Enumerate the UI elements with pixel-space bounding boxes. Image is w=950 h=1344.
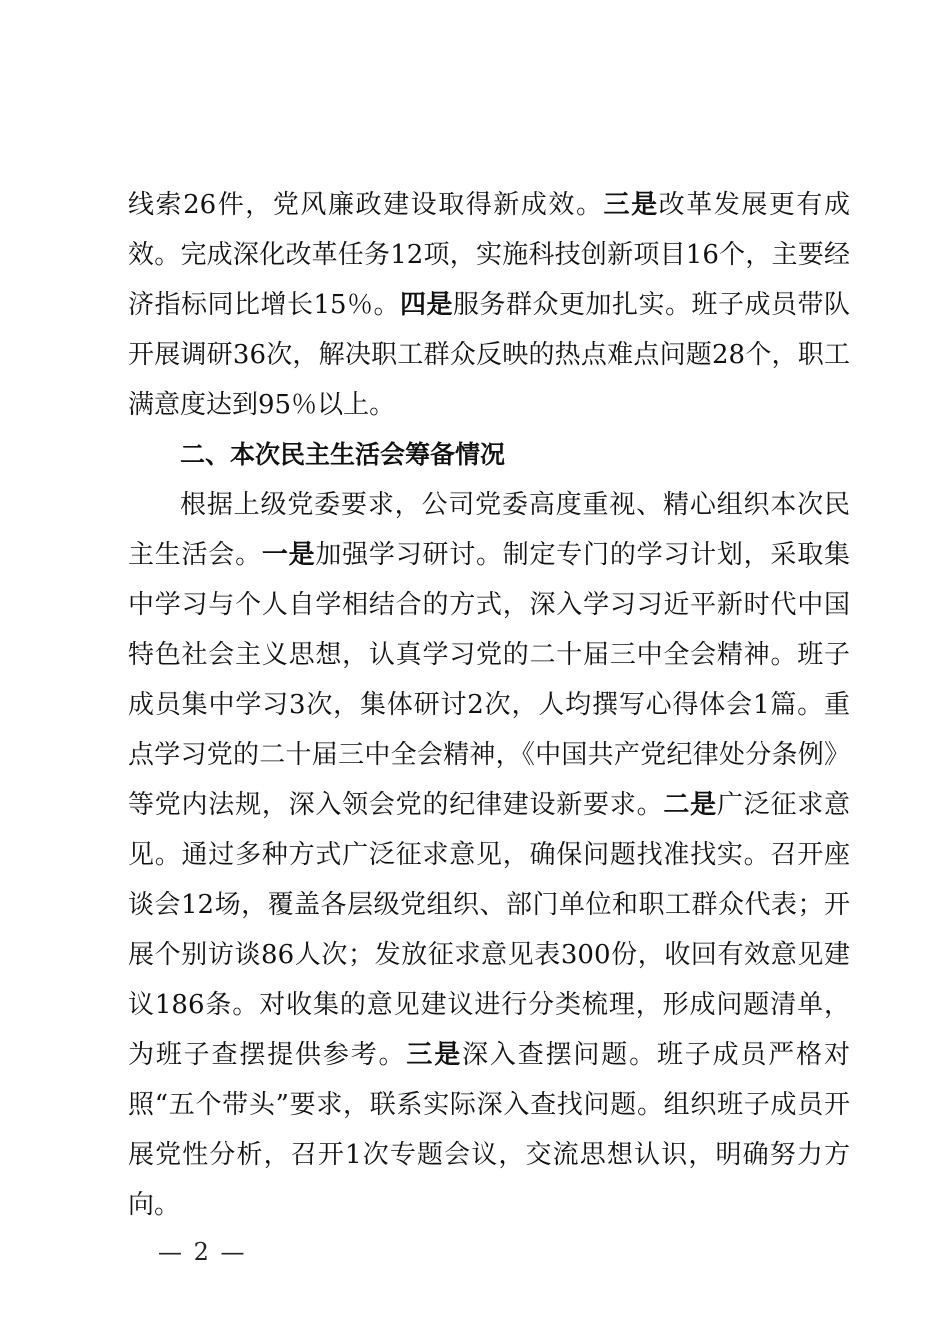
sentence: 加强学习研讨。制定专门的学习计划，采取集中学习与个人自学相结合的方式，深入学习习近平新时代中国特色社会主义思想，认真学习党的二十届三中全会精神。班子成员集中学习3次，集体研讨2次，人均撰写心得体会1篇。重点学习党的二十届三中全会精神，《中国共产党纪律处分条例》等党内法规，深入领会党的纪律建设新要求。 xyxy=(128,540,850,820)
lead-phrase-four: 四是 xyxy=(400,290,454,320)
section-heading: 二、本次民主生活会筹备情况 xyxy=(180,440,506,469)
lead-phrase-two: 二是 xyxy=(663,790,717,820)
lead-phrase-one: 一是 xyxy=(261,540,316,570)
paragraph-preparation xyxy=(128,480,850,1230)
sentence: 广泛征求意见。通过多种方式广泛征求意见，确保问题找准找实。召开座谈会12场，覆盖各层级党组织、部门单位和职工群众代表；开展个别访谈86人次；发放征求意见表300份，收回有效意见建议186条。对收集的意见建议进行分类梳理，形成问题清单，为班子查摆提供参考。 xyxy=(128,790,850,1070)
sentence: 线索26件，党风廉政建设取得新成效。 xyxy=(128,190,604,220)
sentence: 深入查摆问题。班子成员严格对照“五个带头”要求，联系实际深入查找问题。组织班子成员开展党性分析，召开1次专题会议，交流思想认识，明确努力方向。 xyxy=(128,1040,850,1220)
paragraph-continued xyxy=(128,180,850,430)
sentence: 服务群众更加扎实。班子成员带队开展调研36次，解决职工群众反映的热点难点问题28个，职工满意度达到95％以上。 xyxy=(128,290,850,420)
lead-phrase-three: 三是 xyxy=(406,1040,463,1070)
document-body xyxy=(128,180,850,1230)
sentence: 改革发展更有成效。完成深化改革任务12项，实施科技创新项目16个，主要经济指标同比增长15％。 xyxy=(128,190,850,320)
sentence: 根据上级党委要求，公司党委高度重视、精心组织本次民主生活会。 xyxy=(128,490,850,570)
lead-phrase-three: 三是 xyxy=(603,190,659,220)
page-number: — 2 — xyxy=(158,1238,247,1266)
